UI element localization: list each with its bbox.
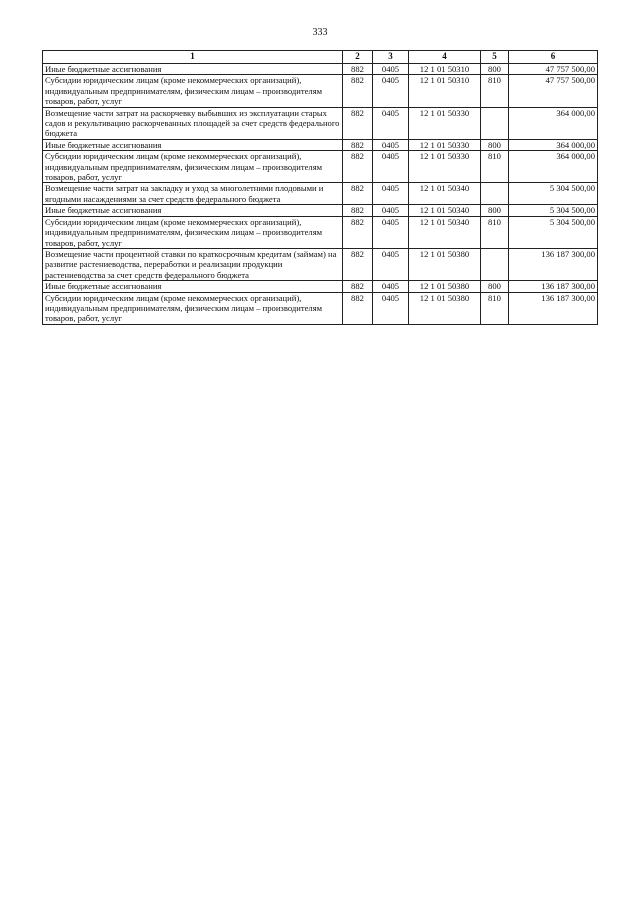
- row-name: Субсидии юридическим лицам (кроме некоммерческих организаций), индивидуальным предпринимателям, физическим лицам – производителям товаров, работ, услуг: [43, 151, 343, 183]
- row-expense-type: [481, 107, 509, 139]
- table-row: [43, 107, 598, 139]
- row-section-code: 0405: [373, 183, 409, 205]
- column-header-5: 5: [481, 51, 509, 64]
- row-section-code: 0405: [373, 216, 409, 248]
- row-expense-type: [481, 183, 509, 205]
- row-amount: 47 757 500,00: [509, 75, 598, 107]
- row-ministry-code: 882: [343, 64, 373, 75]
- table-row: [43, 151, 598, 183]
- column-header-1: 1: [43, 51, 343, 64]
- budget-table: [42, 50, 598, 325]
- row-expense-type: 800: [481, 281, 509, 292]
- row-name: Субсидии юридическим лицам (кроме некоммерческих организаций), индивидуальным предпринимателям, физическим лицам – производителям товаров, работ, услуг: [43, 75, 343, 107]
- column-header-4: 4: [409, 51, 481, 64]
- row-ministry-code: 882: [343, 248, 373, 280]
- row-target-code: 12 1 01 50340: [409, 205, 481, 216]
- row-name: Иные бюджетные ассигнования: [43, 64, 343, 75]
- row-amount: 47 757 500,00: [509, 64, 598, 75]
- table-row: [43, 205, 598, 216]
- row-target-code: 12 1 01 50380: [409, 281, 481, 292]
- row-name: Иные бюджетные ассигнования: [43, 281, 343, 292]
- row-section-code: 0405: [373, 75, 409, 107]
- row-section-code: 0405: [373, 281, 409, 292]
- row-ministry-code: 882: [343, 292, 373, 324]
- row-section-code: 0405: [373, 292, 409, 324]
- row-amount: 5 304 500,00: [509, 205, 598, 216]
- row-ministry-code: 882: [343, 107, 373, 139]
- row-expense-type: 810: [481, 75, 509, 107]
- table-row: [43, 248, 598, 280]
- row-amount: 5 304 500,00: [509, 216, 598, 248]
- table-row: [43, 183, 598, 205]
- row-name: Иные бюджетные ассигнования: [43, 139, 343, 150]
- row-name: Возмещение части затрат на раскорчевку выбывших из эксплуатации старых садов и рекультивацию раскорчеванных площадей за счет средств федерального бюджета: [43, 107, 343, 139]
- row-target-code: 12 1 01 50340: [409, 216, 481, 248]
- row-section-code: 0405: [373, 139, 409, 150]
- row-section-code: 0405: [373, 248, 409, 280]
- row-amount: 136 187 300,00: [509, 248, 598, 280]
- row-ministry-code: 882: [343, 205, 373, 216]
- column-header-2: 2: [343, 51, 373, 64]
- row-ministry-code: 882: [343, 183, 373, 205]
- row-name: Иные бюджетные ассигнования: [43, 205, 343, 216]
- row-ministry-code: 882: [343, 281, 373, 292]
- row-ministry-code: 882: [343, 216, 373, 248]
- row-expense-type: 800: [481, 205, 509, 216]
- row-ministry-code: 882: [343, 151, 373, 183]
- row-amount: 364 000,00: [509, 107, 598, 139]
- table-row: [43, 64, 598, 75]
- row-amount: 364 000,00: [509, 151, 598, 183]
- row-expense-type: 800: [481, 139, 509, 150]
- row-section-code: 0405: [373, 64, 409, 75]
- column-header-3: 3: [373, 51, 409, 64]
- row-section-code: 0405: [373, 107, 409, 139]
- row-target-code: 12 1 01 50340: [409, 183, 481, 205]
- row-section-code: 0405: [373, 205, 409, 216]
- row-section-code: 0405: [373, 151, 409, 183]
- row-target-code: 12 1 01 50380: [409, 292, 481, 324]
- row-expense-type: 810: [481, 151, 509, 183]
- row-name: Субсидии юридическим лицам (кроме некоммерческих организаций), индивидуальным предпринимателям, физическим лицам – производителям товаров, работ, услуг: [43, 292, 343, 324]
- table-row: [43, 139, 598, 150]
- row-expense-type: 800: [481, 64, 509, 75]
- row-target-code: 12 1 01 50330: [409, 151, 481, 183]
- row-target-code: 12 1 01 50310: [409, 75, 481, 107]
- row-name: Возмещение части процентной ставки по краткосрочным кредитам (займам) на развитие растениеводства, переработки и реализации продукции растениеводства за счет средств федерального бюджета: [43, 248, 343, 280]
- row-target-code: 12 1 01 50310: [409, 64, 481, 75]
- row-target-code: 12 1 01 50380: [409, 248, 481, 280]
- table-row: [43, 292, 598, 324]
- row-amount: 364 000,00: [509, 139, 598, 150]
- column-header-6: 6: [509, 51, 598, 64]
- row-ministry-code: 882: [343, 75, 373, 107]
- table-row: [43, 216, 598, 248]
- row-target-code: 12 1 01 50330: [409, 107, 481, 139]
- row-name: Возмещение части затрат на закладку и уход за многолетними плодовыми и ягодными насаждениями за счет средств федерального бюджета: [43, 183, 343, 205]
- row-amount: 136 187 300,00: [509, 281, 598, 292]
- table-row: [43, 281, 598, 292]
- row-expense-type: 810: [481, 216, 509, 248]
- table-row: [43, 75, 598, 107]
- row-expense-type: 810: [481, 292, 509, 324]
- row-amount: 136 187 300,00: [509, 292, 598, 324]
- page-number: 333: [312, 27, 328, 38]
- row-name: Субсидии юридическим лицам (кроме некоммерческих организаций), индивидуальным предпринимателям, физическим лицам – производителям товаров, работ, услуг: [43, 216, 343, 248]
- row-target-code: 12 1 01 50330: [409, 139, 481, 150]
- row-expense-type: [481, 248, 509, 280]
- table-header-row: [43, 51, 598, 64]
- row-amount: 5 304 500,00: [509, 183, 598, 205]
- row-ministry-code: 882: [343, 139, 373, 150]
